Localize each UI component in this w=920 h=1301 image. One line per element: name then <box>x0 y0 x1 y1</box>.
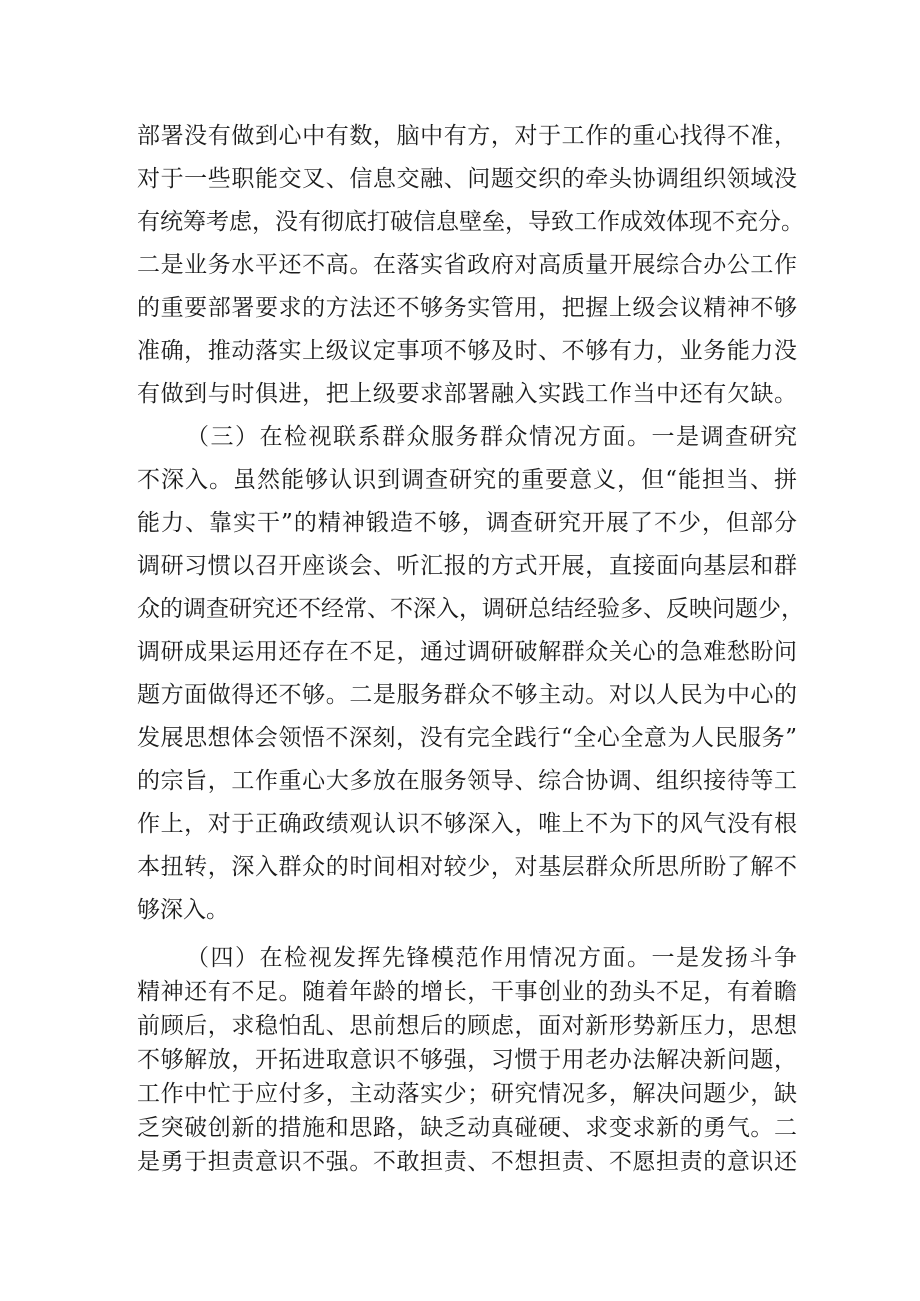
text-line: 不深入。虽然能够认识到调查研究的重要意义，但“能担当、拼 <box>137 467 797 493</box>
text-line: 众的调查研究还不经常、不深入，调研总结经验多、反映问题少， <box>137 596 804 622</box>
text-line: 发展思想体会领悟不深刻，没有完全践行“全心全意为人民服务” <box>137 725 797 751</box>
text-line: 有统筹考虑，没有彻底打破信息壁垒，导致工作成效体现不充分。 <box>137 209 804 235</box>
text-line: 有做到与时俱进，把上级要求部署融入实践工作当中还有欠缺。 <box>137 381 797 407</box>
text-line: 工作中忙于应付多，主动落实少；研究情况多，解决问题少，缺 <box>137 1081 797 1107</box>
text-line: 调研习惯以召开座谈会、听汇报的方式开展，直接面向基层和群 <box>137 553 797 579</box>
text-line: 对于一些职能交叉、信息交融、问题交织的牵头协调组织领域没 <box>137 166 797 192</box>
text-line: 调研成果运用还存在不足，通过调研破解群众关心的急难愁盼问 <box>137 639 797 665</box>
section-heading-line: （四）在检视发挥先锋模范作用情况方面。一是发扬斗争 <box>186 945 797 971</box>
text-line: 是勇于担责意识不强。不敢担责、不想担责、不愿担责的意识还 <box>137 1149 797 1175</box>
section-heading-line: （三）在检视联系群众服务群众情况方面。一是调查研究 <box>186 424 797 450</box>
text-line: 够深入。 <box>137 897 229 923</box>
text-line: 准确，推动落实上级议定事项不够及时、不够有力，业务能力没 <box>137 338 797 364</box>
text-line: 精神还有不足。随着年龄的增长，干事创业的劲头不足，有着瞻 <box>137 979 797 1005</box>
text-line: 乏突破创新的措施和思路，缺乏动真碰硬、求变求新的勇气。二 <box>137 1115 797 1141</box>
text-line: 作上，对于正确政绩观认识不够深入，唯上不为下的风气没有根 <box>137 811 797 837</box>
text-line: 部署没有做到心中有数，脑中有方，对于工作的重心找得不准， <box>137 123 797 149</box>
text-line: 题方面做得还不够。二是服务群众不够主动。对以人民为中心的 <box>137 682 797 708</box>
text-line: 的宗旨，工作重心大多放在服务领导、综合协调、组织接待等工 <box>137 768 797 794</box>
text-line: 不够解放，开拓进取意识不够强，习惯于用老办法解决新问题， <box>137 1047 797 1073</box>
text-line: 的重要部署要求的方法还不够务实管用，把握上级会议精神不够 <box>137 295 797 321</box>
text-line: 本扭转，深入群众的时间相对较少，对基层群众所思所盼了解不 <box>137 854 797 880</box>
text-line: 能力、靠实干”的精神锻造不够，调查研究开展了不少，但部分 <box>137 510 797 536</box>
text-line: 前顾后，求稳怕乱、思前想后的顾虑，面对新形势新压力，思想 <box>137 1013 797 1039</box>
text-line: 二是业务水平还不高。在落实省政府对高质量开展综合办公工作 <box>137 252 797 278</box>
